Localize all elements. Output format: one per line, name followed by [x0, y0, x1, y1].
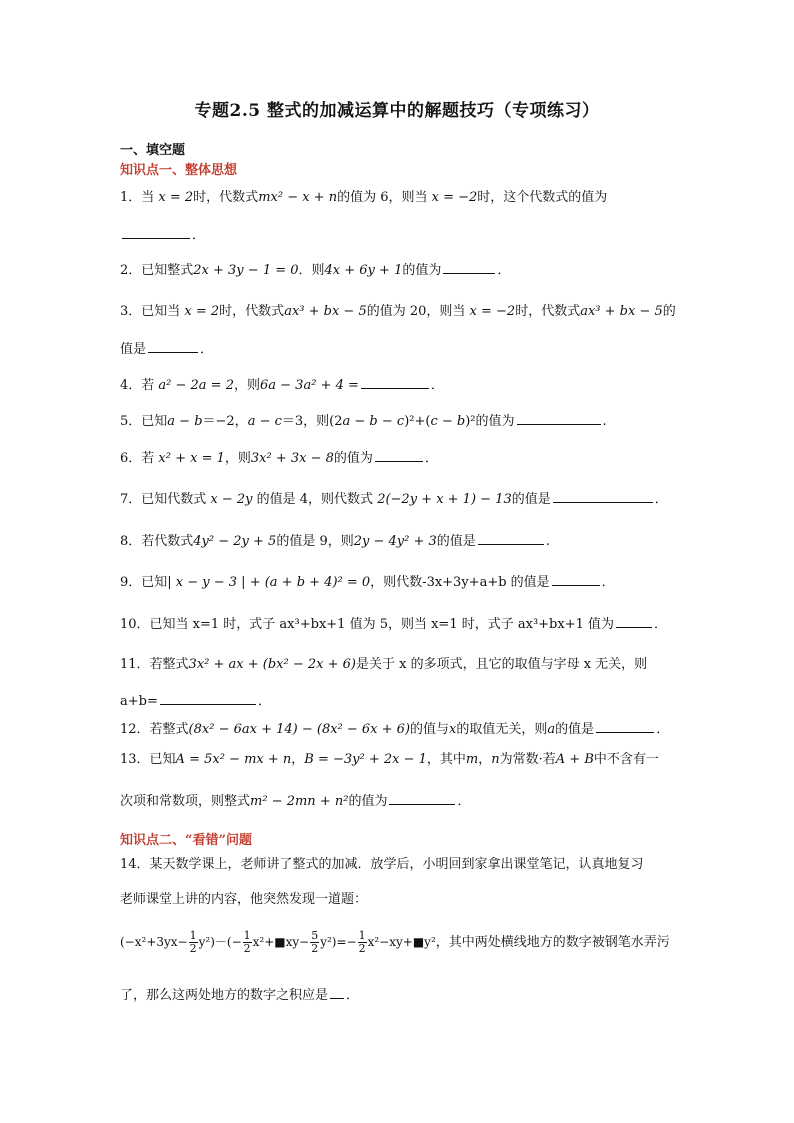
question-6	[120, 449, 680, 468]
q14-text-b: 老师课堂上讲的内容，他突然发现一道题：	[120, 892, 368, 907]
q14-eq-e: x²−xy+■y²	[367, 935, 436, 949]
q1-text-c: 时，代数式	[193, 190, 259, 205]
q7-math-b: x − 2y	[210, 492, 253, 507]
q14-fraction-2	[243, 930, 252, 955]
q8-math-d: 2y − 4y² + 3	[353, 534, 437, 549]
q14-fraction-3-num: 5	[311, 929, 319, 942]
q14-fraction-4-den: 2	[358, 942, 366, 955]
q14-eq-d: y²)=−	[320, 935, 357, 949]
q2-text-c: ．则	[298, 263, 325, 278]
q9-text-c: ，则代数-3x+3y+a+b 的值是	[370, 575, 550, 590]
question-11-answer-line	[120, 692, 680, 711]
q5-text-g: )²+(	[404, 414, 431, 429]
q14-end: ．	[346, 988, 360, 1003]
q12-math-d: x	[449, 722, 457, 737]
q2-text-a: 2．已知整式	[120, 263, 194, 278]
question-11	[120, 656, 680, 674]
q10-answer-blank[interactable]	[616, 615, 652, 628]
q14-fraction-1	[189, 930, 198, 955]
q14-eq-a: (−x²+3yx−	[120, 935, 188, 949]
q8-text-a: 8．若代数式	[120, 534, 194, 549]
q13-text-end-a: 次项和常数项，则整式	[120, 794, 251, 809]
q6-math-d: 3x² + 3x − 8	[250, 451, 334, 466]
page-title: 专题2.5 整式的加减运算中的解题技巧（专项练习）	[194, 101, 600, 121]
q11-text-a: 11．若整式	[120, 657, 189, 672]
q13-math-b: A = 5x² − mx + n	[175, 752, 292, 767]
q13-text-k: 中不含有一	[593, 752, 659, 767]
q13-text-a: 13．已知	[120, 752, 176, 767]
question-14	[120, 856, 680, 874]
q14-fraction-4-num: 1	[358, 929, 366, 942]
q6-text-a: 6．若	[120, 451, 159, 466]
question-1-answer-line	[120, 226, 680, 245]
question-13-answer-line	[120, 792, 680, 811]
q14-eq-b: y²)－(−	[198, 935, 242, 949]
q5-math-f: a − b − c	[342, 414, 405, 429]
q13-text-e: ，其中	[426, 752, 466, 767]
q6-math-b: x² + x = 1	[158, 451, 225, 466]
q3-math-d: ax³ + bx − 5	[284, 304, 367, 319]
q12-answer-blank[interactable]	[596, 720, 654, 733]
q12-end: ．	[656, 722, 670, 737]
q3-math-f: x = −2	[469, 304, 516, 319]
q13-text-i: 为常数·若	[499, 752, 556, 767]
q3-math-h: ax³ + bx − 5	[580, 304, 663, 319]
question-7	[120, 490, 680, 509]
question-9	[120, 573, 680, 592]
q8-answer-blank[interactable]	[478, 532, 544, 545]
question-12	[120, 720, 680, 739]
question-14-answer-line	[120, 986, 680, 1005]
q13-text-g: ，	[478, 752, 492, 767]
question-8	[120, 532, 680, 551]
q14-fraction-2-num: 1	[243, 929, 251, 942]
q9-end: ．	[601, 575, 615, 590]
q13-text-c: ，	[291, 752, 305, 767]
q3-end: ．	[200, 342, 214, 357]
q12-text-a: 12．若整式	[120, 722, 189, 737]
q8-text-c: 的值是 9，则	[276, 534, 354, 549]
q14-eq-c: x²+■xy−	[252, 935, 310, 949]
q13-math-end-b: m² − 2mn + n²	[250, 794, 349, 809]
question-1	[120, 189, 680, 207]
q12-text-e: 的取值无关，则	[456, 722, 548, 737]
q4-math-b: a² − 2a = 2	[158, 378, 234, 393]
q7-text-a: 7．已知代数式	[120, 492, 211, 507]
q7-answer-blank[interactable]	[553, 490, 653, 503]
q12-text-c: 的值与	[410, 722, 450, 737]
q13-text-end-c: 的值为	[348, 794, 388, 809]
q1-math-d: mx² − x + n	[258, 190, 338, 205]
q9-text-a: 9．已知	[120, 575, 168, 590]
q6-answer-blank[interactable]	[375, 449, 423, 462]
q5-text-e: ＝3，则(2	[281, 414, 343, 429]
q4-text-c: ，则	[233, 378, 260, 393]
question-3-answer-line	[120, 340, 680, 359]
q13-math-j: A + B	[555, 752, 594, 767]
q14-fraction-1-den: 2	[189, 942, 197, 955]
q9-answer-blank[interactable]	[552, 573, 600, 586]
q5-math-h: c − b	[430, 414, 466, 429]
q3-text-g: 时，代数式	[515, 304, 581, 319]
q3-answer-blank[interactable]	[148, 340, 198, 353]
question-4	[120, 376, 680, 395]
q11-answer-label: a+b=	[120, 694, 158, 709]
q13-math-d: B = −3y² + 2x − 1	[304, 752, 427, 767]
q14-fraction-2-den: 2	[243, 942, 251, 955]
q4-text-a: 4．若	[120, 378, 159, 393]
q1-text-g: 时，这个代数式的值为	[477, 190, 608, 205]
q11-math-b: 3x² + ax + (bx² − 2x + 6)	[188, 657, 356, 672]
q5-math-d: a − c	[247, 414, 282, 429]
q2-end: ．	[497, 263, 511, 278]
question-13	[120, 751, 680, 769]
q3-text-i: 的	[662, 304, 676, 319]
q14-text-d: 了，那么这两处地方的数字之积应是	[120, 988, 329, 1003]
q13-math-f: m	[465, 752, 479, 767]
q3-text-c: 时，代数式	[219, 304, 285, 319]
q5-text-c: ＝−2，	[202, 414, 248, 429]
q3-text-a: 3．已知当	[120, 304, 185, 319]
question-14-line-2	[120, 891, 680, 909]
q8-end: .	[545, 534, 550, 549]
q6-text-e: 的值为	[333, 451, 373, 466]
q4-math-d: 6a − 3a² + 4 =	[260, 378, 359, 393]
q7-text-c: 的值是 4，则代数式	[252, 492, 378, 507]
question-5	[120, 412, 680, 431]
q13-math-h: n	[491, 752, 500, 767]
q1-end: ．	[192, 228, 206, 243]
q14-answer-blank[interactable]	[330, 986, 344, 999]
q5-answer-blank[interactable]	[517, 412, 601, 425]
q14-text-a: 14．某天数学课上，老师讲了整式的加减．放学后，小明回到家拿出课堂笔记，认真地复习	[120, 857, 644, 872]
q3-text-e: 的值为 20，则当	[366, 304, 470, 319]
q6-end: ．	[424, 451, 438, 466]
q5-end: .	[602, 414, 607, 429]
question-14-equation	[120, 930, 680, 955]
q11-end: ．	[257, 694, 271, 709]
question-3	[120, 303, 680, 321]
q1-math-f: x = −2	[431, 190, 478, 205]
section-heading-fill-blank: 一、填空题	[120, 143, 186, 158]
q10-text-a: 10．已知当 x=1 时，式子 ax³+bx+1 值为 5，则当 x=1 时，式子 ax³+bx+1 值为	[120, 617, 615, 632]
q13-end: ．	[457, 794, 471, 809]
q14-fraction-1-num: 1	[189, 929, 197, 942]
q12-math-f: a	[547, 722, 556, 737]
q5-text-a: 5．已知	[120, 414, 168, 429]
q1-math-b: x = 2	[158, 190, 194, 205]
q2-math-d: 4x + 6y + 1	[324, 263, 403, 278]
q11-text-c: 是关于 x 的多项式，且它的取值与字母 x 无关，则	[355, 657, 648, 672]
q13-answer-blank[interactable]	[389, 792, 455, 805]
question-2	[120, 261, 680, 280]
q3-answer-label: 值是	[120, 342, 147, 357]
q12-text-g: 的值是	[555, 722, 595, 737]
q5-text-i: )²的值为	[465, 414, 515, 429]
q1-answer-blank[interactable]	[122, 226, 190, 239]
q12-math-b: (8x² − 6ax + 14) − (8x² − 6x + 6)	[188, 722, 411, 737]
q2-math-b: 2x + 3y − 1 = 0	[193, 263, 299, 278]
q14-fraction-3-den: 2	[311, 942, 319, 955]
q14-fraction-3	[310, 930, 319, 955]
q11-answer-blank[interactable]	[160, 692, 256, 705]
q3-math-b: x = 2	[184, 304, 220, 319]
q4-end: ．	[430, 378, 444, 393]
q2-answer-blank[interactable]	[443, 261, 495, 274]
q14-fraction-4	[358, 930, 367, 955]
q8-text-e: 的值是	[436, 534, 476, 549]
knowledge-point-2-heading: 知识点二、“看错”问题	[120, 833, 252, 848]
q2-text-e: 的值为	[402, 263, 442, 278]
q14-eq-f: ，其中两处横线地方的数字被钢笔水弄污	[435, 935, 670, 950]
q9-math-b: | x − y − 3 | + (a + b + 4)² = 0	[167, 575, 371, 590]
q7-math-d: 2(−2y + x + 1) − 13	[377, 492, 512, 507]
q5-math-b: a − b	[167, 414, 203, 429]
q6-text-c: ，则	[224, 451, 251, 466]
q10-end: ．	[654, 617, 668, 632]
q1-text-e: 的值为 6，则当	[337, 190, 432, 205]
question-10	[120, 615, 680, 634]
q7-text-e: 的值是	[511, 492, 551, 507]
q8-math-b: 4y² − 2y + 5	[193, 534, 277, 549]
q1-text-a: 1．当	[120, 190, 159, 205]
q4-answer-blank[interactable]	[361, 376, 429, 389]
knowledge-point-1-heading: 知识点一、整体思想	[120, 163, 238, 178]
q7-end: ．	[654, 492, 668, 507]
